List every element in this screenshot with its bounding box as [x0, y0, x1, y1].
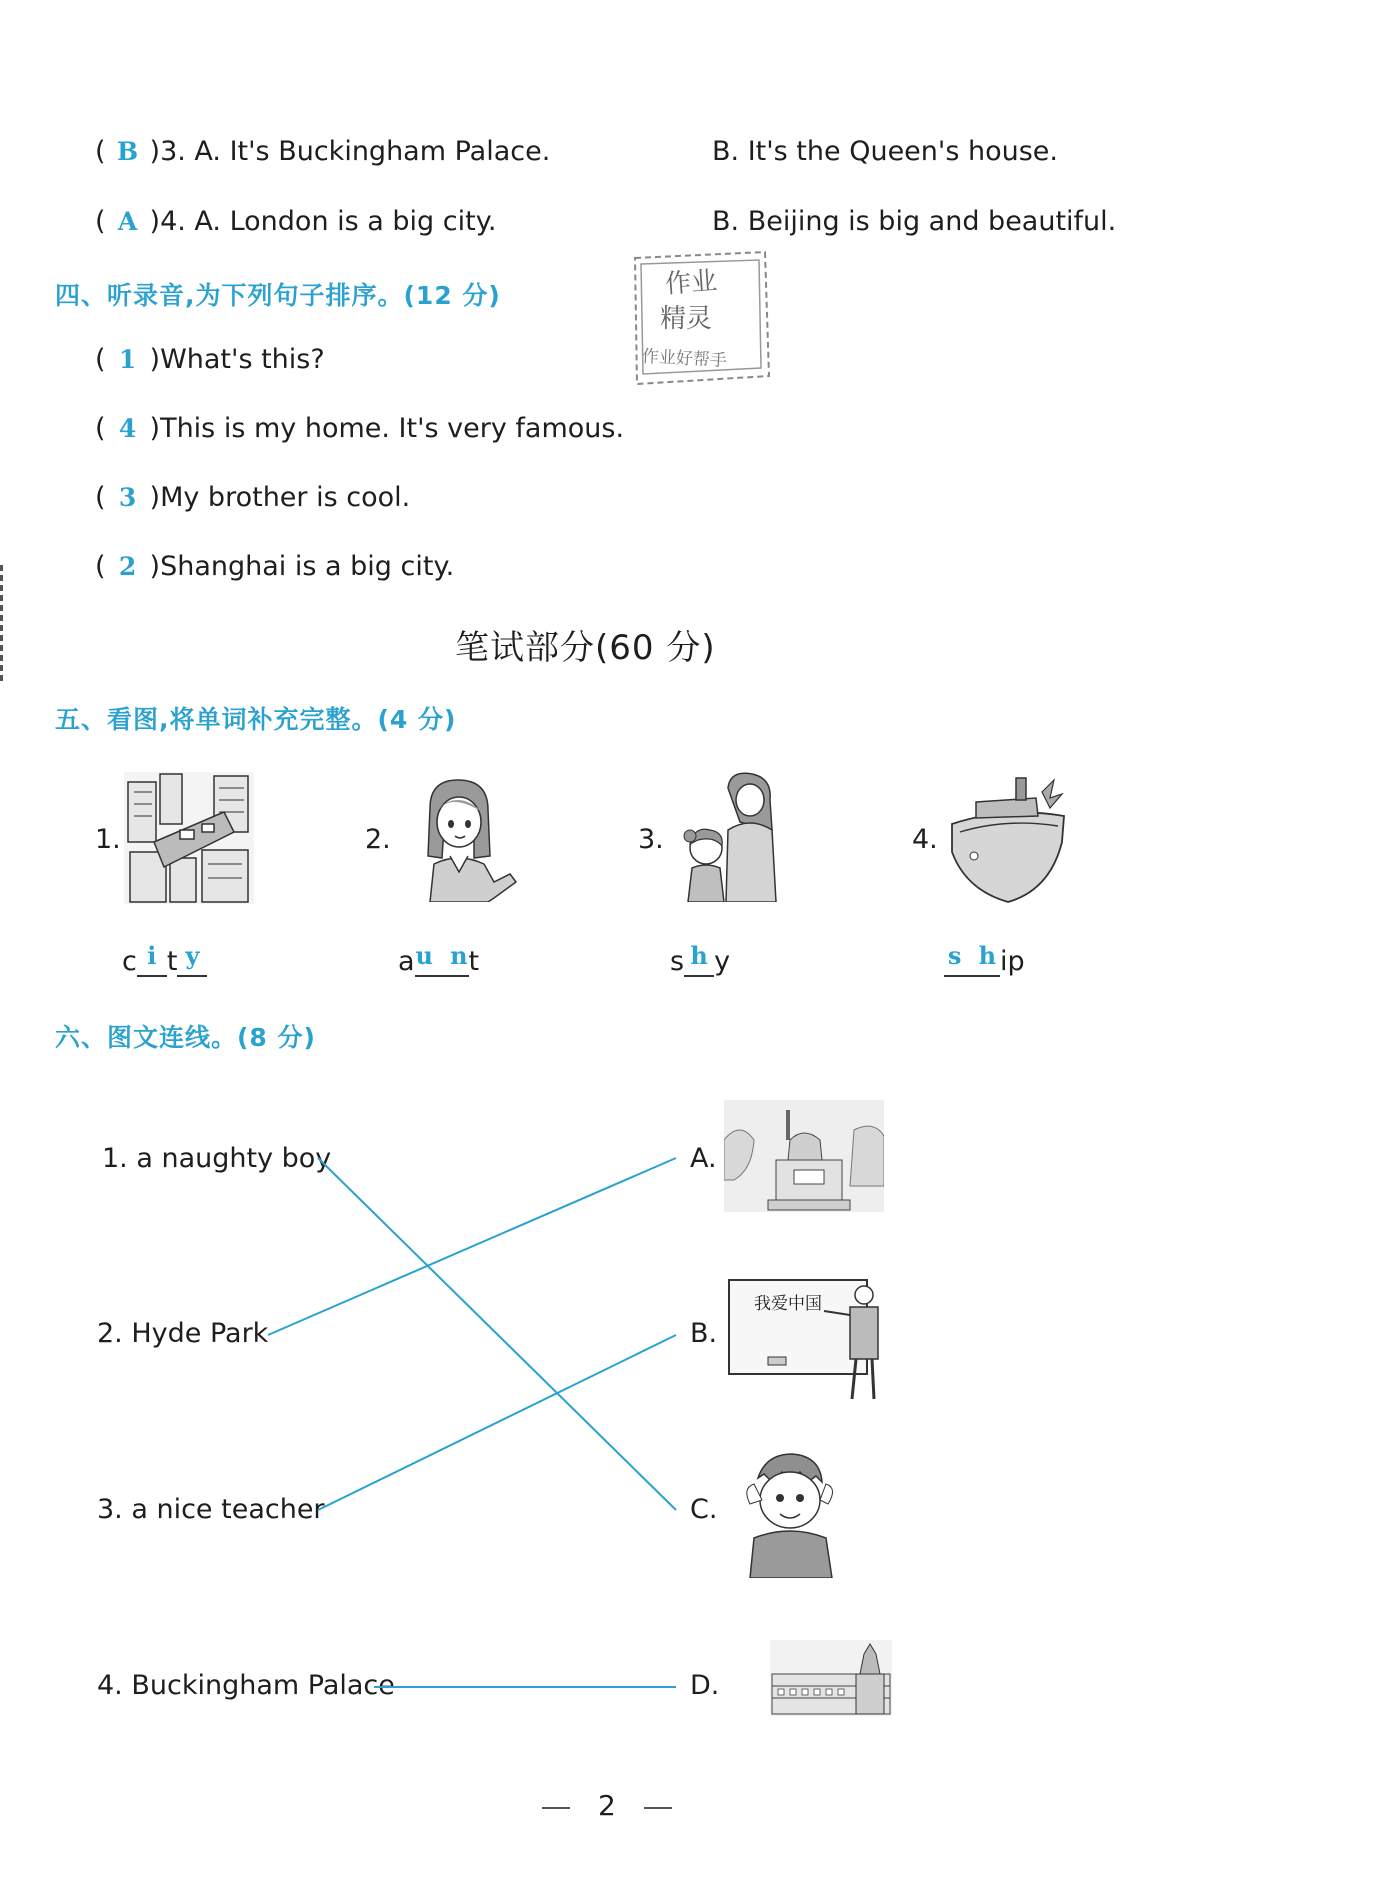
- s4-item-1-answer: 1: [118, 345, 137, 374]
- match-line-3-B: [318, 1335, 676, 1510]
- s4-item-1-text: )What's this?: [149, 344, 325, 375]
- phrase-2: 2. Hyde Park: [97, 1318, 269, 1349]
- s5-num-1: 1.: [95, 824, 121, 855]
- phrase-1: 1. a naughty boy: [102, 1143, 332, 1174]
- buckingham-palace-picture: [770, 1640, 892, 1716]
- item-3: ( B )3. A. It's Buckingham Palace.: [95, 136, 551, 167]
- word-3-answer-1: h: [690, 941, 708, 970]
- page-dash-left: [542, 1807, 570, 1809]
- match-line-1-C: [318, 1158, 676, 1510]
- item-3-option-b: B. It's the Queen's house.: [712, 136, 1058, 167]
- word-3-part1: s: [670, 946, 685, 977]
- page-number: 2: [598, 1789, 616, 1822]
- page-dash-right: [644, 1807, 672, 1809]
- stamp-line2: 精灵: [660, 304, 713, 334]
- item-4: ( A )4. A. London is a big city.: [95, 206, 497, 237]
- item-3-text: )3. A. It's Buckingham Palace.: [149, 136, 551, 167]
- board-text: 我爱中国: [754, 1294, 822, 1314]
- s4-item-1: ( 1 )What's this?: [95, 344, 325, 375]
- s4-item-3: ( 3 )My brother is cool.: [95, 482, 411, 513]
- word-4-answer-2: h: [978, 941, 997, 970]
- word-3-part3: y: [714, 946, 731, 977]
- stamp-line1: 作业: [664, 266, 719, 300]
- word-2-answer-2: n: [450, 941, 468, 970]
- item-4-option-b: B. Beijing is big and beautiful.: [712, 206, 1117, 237]
- written-part-title: 笔试部分(60 分): [455, 628, 716, 668]
- word-1-part1: c: [122, 946, 137, 977]
- letter-b: B.: [690, 1318, 718, 1349]
- letter-a: A.: [690, 1143, 717, 1174]
- teacher-board-picture: [724, 1275, 882, 1405]
- item-3-answer: B: [116, 137, 139, 166]
- section-6-title: 六、图文连线。(8 分): [55, 1023, 316, 1052]
- phrase-3: 3. a nice teacher: [97, 1494, 325, 1525]
- section-5-title: 五、看图,将单词补充完整。(4 分): [55, 705, 457, 734]
- s4-item-3-answer: 3: [118, 483, 137, 512]
- naughty-boy-picture: [736, 1448, 840, 1578]
- word-2-part1: a: [398, 946, 415, 977]
- s4-item-2-answer: 4: [118, 414, 137, 443]
- s4-item-4-answer: 2: [118, 552, 137, 581]
- s5-num-4: 4.: [912, 824, 938, 855]
- word-4-answer-1: s: [947, 941, 962, 970]
- word-1-answer-2: y: [185, 941, 200, 970]
- park-statue-picture: [724, 1100, 884, 1212]
- s4-item-4: ( 2 )Shanghai is a big city.: [95, 551, 455, 582]
- letter-c: C.: [690, 1494, 718, 1525]
- section-4-title: 四、听录音,为下列句子排序。(12 分): [55, 281, 501, 310]
- s5-num-2: 2.: [365, 824, 391, 855]
- word-1-part2: t: [166, 946, 178, 977]
- s4-item-2: ( 4 )This is my home. It's very famous.: [95, 413, 625, 444]
- word-2-part3: t: [468, 946, 480, 977]
- s4-item-3-text: )My brother is cool.: [149, 482, 411, 513]
- word-1-answer-1: i: [147, 941, 157, 970]
- phrase-4: 4. Buckingham Palace: [97, 1670, 395, 1701]
- item-4-answer: A: [117, 207, 138, 236]
- teacher-icon: [724, 1275, 882, 1405]
- letter-d: D.: [690, 1670, 720, 1701]
- s4-item-4-text: )Shanghai is a big city.: [149, 551, 455, 582]
- item-4-text: )4. A. London is a big city.: [149, 206, 497, 237]
- s5-num-3: 3.: [638, 824, 664, 855]
- s4-item-2-text: )This is my home. It's very famous.: [149, 413, 625, 444]
- stamp-line3: 作业好帮手: [641, 346, 728, 372]
- word-4-part3: ip: [1000, 946, 1025, 977]
- word-2-answer-1: u: [415, 941, 433, 970]
